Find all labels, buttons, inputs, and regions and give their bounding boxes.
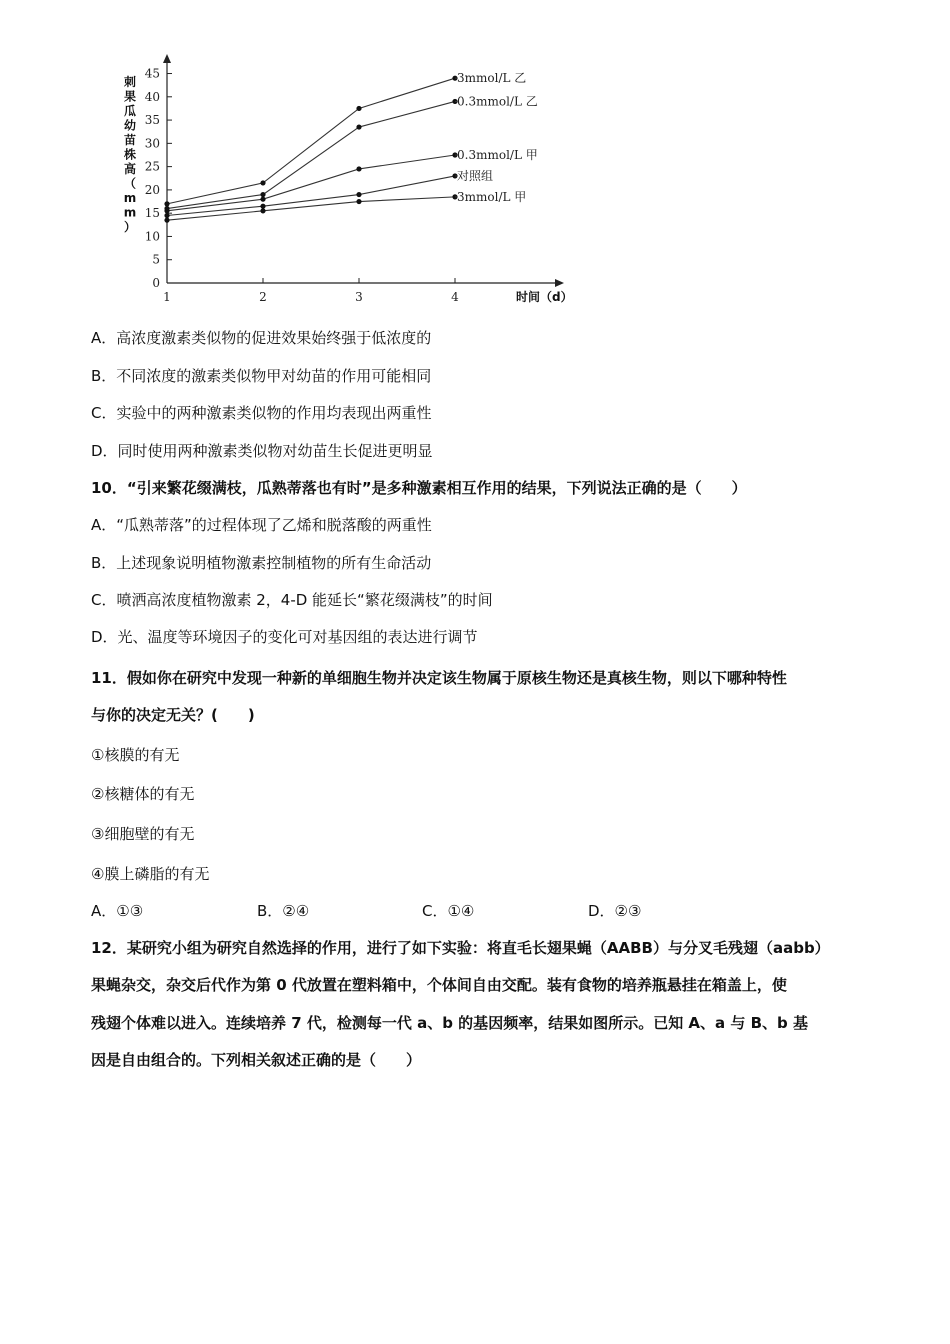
q11-option-d[interactable]: D．②③ <box>588 902 642 920</box>
x-tick-label: 1 <box>163 290 171 304</box>
series-label: 对照组 <box>457 168 494 183</box>
y-axis-label-char: 高 <box>123 162 137 176</box>
data-point <box>164 213 169 218</box>
x-axis-label: 时间（d） <box>516 290 573 304</box>
y-tick-label: 35 <box>144 113 160 128</box>
data-point <box>260 192 265 197</box>
data-point <box>164 201 169 206</box>
data-point <box>260 204 265 209</box>
data-point <box>260 197 265 202</box>
q10-option-a[interactable]: A．“瓜熟蒂落”的过程体现了乙烯和脱落酸的两重性 <box>91 516 432 534</box>
q12-stem-line1: 12．某研究小组为研究自然选择的作用，进行了如下实验：将直毛长翅果蝇（AABB）与分叉毛残翅（aabb） <box>91 939 830 957</box>
series-line-0 <box>167 78 455 204</box>
y-axis-label-char: m <box>123 205 137 220</box>
data-point <box>260 180 265 185</box>
q12-stem-line4: 因是自由组合的。下列相关叙述正确的是（ ） <box>91 1051 422 1069</box>
plant-height-line-chart <box>100 50 600 315</box>
y-axis-label-char: 苗 <box>123 133 137 147</box>
y-axis-arrow <box>163 54 171 63</box>
y-tick-label: 15 <box>144 206 160 221</box>
y-tick-label: 45 <box>144 66 160 81</box>
y-axis-label-char: 果 <box>123 89 137 104</box>
q11-item-2: ②核糖体的有无 <box>91 785 195 803</box>
x-axis-arrow <box>555 279 564 287</box>
q11-option-a[interactable]: A．①③ <box>91 902 144 920</box>
y-axis-label-char: 株 <box>123 147 137 162</box>
data-point <box>356 199 361 204</box>
q9-option-c[interactable]: C．实验中的两种激素类似物的作用均表现出两重性 <box>91 404 432 422</box>
y-tick-label: 30 <box>144 136 160 151</box>
q9-option-b[interactable]: B．不同浓度的激素类似物甲对幼苗的作用可能相同 <box>91 367 432 385</box>
data-point <box>356 124 361 129</box>
series-label: 3mmol/L 乙 <box>457 71 527 86</box>
q9-option-a[interactable]: A．高浓度激素类似物的促进效果始终强于低浓度的 <box>91 329 432 347</box>
y-axis-label-char: 幼 <box>123 118 137 133</box>
q10-option-d[interactable]: D．光、温度等环境因子的变化可对基因组的表达进行调节 <box>91 628 478 646</box>
q11-option-c[interactable]: C．①④ <box>422 902 475 920</box>
chart-svg <box>100 50 600 315</box>
y-axis-label-char: 瓜 <box>123 104 137 118</box>
q11-stem-line2: 与你的决定无关？( ) <box>91 706 255 724</box>
y-axis-label-char: 刺 <box>123 75 137 89</box>
series-label: 3mmol/L 甲 <box>457 189 527 204</box>
data-point <box>356 192 361 197</box>
q10-option-b[interactable]: B．上述现象说明植物激素控制植物的所有生命活动 <box>91 554 432 572</box>
q9-option-d[interactable]: D．同时使用两种激素类似物对幼苗生长促进更明显 <box>91 442 433 460</box>
y-axis-label-char: （ <box>123 176 137 191</box>
q11-item-4: ④膜上磷脂的有无 <box>91 865 210 883</box>
x-tick-label: 3 <box>355 290 363 304</box>
data-point <box>164 218 169 223</box>
data-point <box>260 208 265 213</box>
y-tick-label: 10 <box>144 229 160 244</box>
y-tick-label: 5 <box>152 252 160 267</box>
q12-stem-line2: 果蝇杂交，杂交后代作为第 0 代放置在塑料箱中，个体间自由交配。装有食物的培养瓶悬挂在箱盖上，使 <box>91 976 787 994</box>
q10-stem: 10．“引来繁花缀满枝，瓜熟蒂落也有时”是多种激素相互作用的结果，下列说法正确的是（ ） <box>91 479 747 497</box>
q11-item-3: ③细胞壁的有无 <box>91 825 195 843</box>
x-tick-label: 2 <box>259 290 267 304</box>
q11-option-b[interactable]: B．②④ <box>257 902 310 920</box>
q11-item-1: ①核膜的有无 <box>91 746 180 764</box>
y-tick-label: 40 <box>144 89 160 104</box>
y-tick-label: 0 <box>152 276 160 290</box>
y-tick-label: 20 <box>144 182 160 197</box>
y-tick-label: 25 <box>144 159 160 174</box>
q10-option-c[interactable]: C．喷洒高浓度植物激素 2，4-D 能延长“繁花缀满枝”的时间 <box>91 591 493 609</box>
x-tick-label: 4 <box>451 290 459 304</box>
data-point <box>356 106 361 111</box>
data-point <box>356 166 361 171</box>
series-line-3 <box>167 176 455 216</box>
data-point <box>164 208 169 213</box>
y-axis-label-char: m <box>123 191 137 205</box>
series-label: 0.3mmol/L 甲 <box>457 147 538 162</box>
series-line-1 <box>167 101 455 208</box>
y-axis-label-char: ） <box>123 220 137 234</box>
q11-options <box>91 900 871 920</box>
q11-stem-line1: 11．假如你在研究中发现一种新的单细胞生物并决定该生物属于原核生物还是真核生物，则以下哪种特性 <box>91 669 787 687</box>
q12-stem-line3: 残翅个体难以进入。连续培养 7 代，检测每一代 a、b 的基因频率，结果如图所示。已知 A、a 与 B、b 基 <box>91 1014 808 1032</box>
series-label: 0.3mmol/L 乙 <box>457 94 538 109</box>
